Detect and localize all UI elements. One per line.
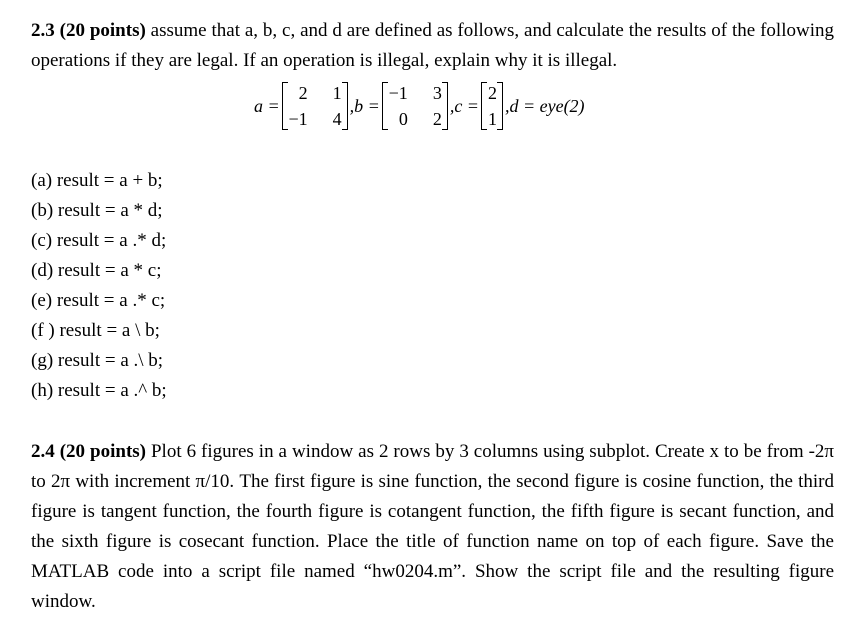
operation-item: (d) result = a * c; [31,260,162,281]
problem-2-3-text: assume that a, b, c, and d are defined as follows, and calculate the results of the following operations if they are legal. If an operation is illegal, explain why it is illegal. [31,20,834,71]
b-label: ,b = [349,95,380,116]
matrix-c-row [487,82,497,104]
operation-item: (c) result = a .* d; [31,230,167,251]
matrix-definitions [254,80,585,132]
operations-list [31,166,167,406]
a-label: a = [254,95,280,116]
matrix-a [282,82,348,130]
matrix-b-cell: 2 [432,109,442,129]
matrix-c-cell: 1 [487,109,497,129]
problem-2-4-paragraph [31,437,834,617]
problem-2-3-paragraph [31,16,834,76]
operation-item: (h) result = a .^ b; [31,380,167,401]
matrix-c-cell: 2 [487,83,497,103]
matrix-b-cell: 3 [432,83,442,103]
operation-item: (f ) result = a \ b; [31,320,160,341]
c-label: ,c = [449,95,479,116]
operation-item: (e) result = a .* c; [31,290,166,311]
problem-2-4-heading: 2.4 (20 points) [31,441,146,462]
operation-item: (g) result = a .\ b; [31,350,164,371]
matrix-a-row [288,82,342,104]
matrix-c-row [487,108,497,130]
matrix-a-cell: 1 [332,83,342,103]
operation-item: (b) result = a * d; [31,200,163,221]
matrix-b-cell: −1 [388,83,408,103]
matrix-b-row [388,108,442,130]
operation-item: (a) result = a + b; [31,170,163,191]
matrix-b [382,82,448,130]
problem-2-4-text: Plot 6 figures in a window as 2 rows by 3 columns using subplot. Create x to be from -2π to 2π with increment π/10. The first figure is sine function, the second figure is cosine function, the third figure is tangent function, the fourth figure is cotangent function, the fifth figure is secant function, and the sixth figure is cosecant function. Place the title of function name on top of each figure. Save the MATLAB code into a script file named “hw0204.m”. Show the script file and the resulting figure window. [31,441,834,612]
matrix-c [481,82,503,130]
matrix-a-row [288,108,342,130]
d-definition: ,d = eye(2) [504,95,585,116]
matrix-a-cell: −1 [288,109,308,129]
matrix-b-cell: 0 [398,109,408,129]
matrix-a-cell: 2 [298,83,308,103]
problem-2-3-heading: 2.3 (20 points) [31,20,146,41]
matrix-a-cell: 4 [332,109,342,129]
matrix-b-row [388,82,442,104]
